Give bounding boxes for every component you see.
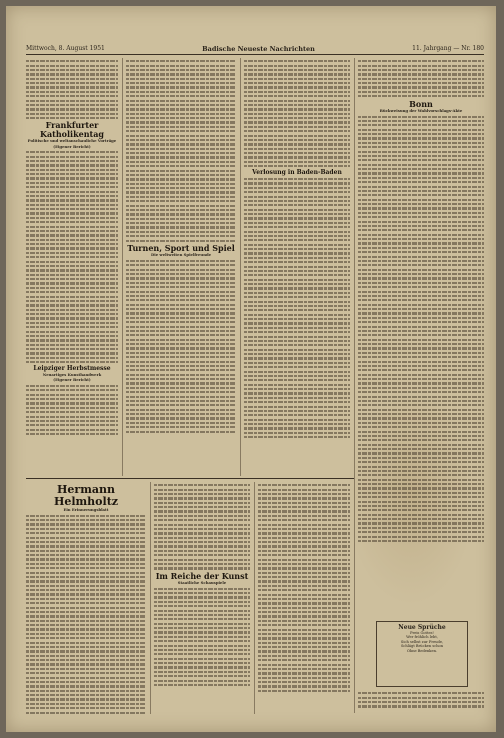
header-issue: 11. Jahrgang — Nr. 180	[412, 45, 484, 52]
poem-line: Preis Gottes!	[410, 631, 434, 635]
article-subhead: Neuartiges Kunsthandwerk	[42, 371, 102, 377]
poem-title: Neue Sprüche	[398, 624, 446, 631]
poem-box	[376, 621, 468, 687]
article-subhead: Politische und weltanschauliche Vorträge	[27, 138, 117, 144]
newspaper-title: Badische Neueste Nachrichten	[202, 45, 315, 53]
article-headline: Im Reiche der Kunst	[155, 570, 249, 581]
column-3	[244, 58, 350, 476]
article-headline: Hermann Helmholtz	[53, 483, 119, 508]
article-headline: Turnen, Sport und Spiel	[127, 242, 235, 253]
column-7	[258, 482, 350, 714]
article-headline: Verlosung in Baden-Baden	[252, 168, 342, 176]
article-subhead: Ein Erinnerungsblatt	[63, 507, 109, 513]
poem-line: Sich selbst zur Freude,	[400, 639, 444, 644]
article-subhead: Staatliche Schauspiele	[177, 580, 227, 586]
poem-line: Schlägt Brücken schon	[400, 644, 444, 649]
column-1	[26, 58, 118, 476]
column-6	[154, 482, 250, 714]
article-byline: (Eigener Bericht)	[53, 143, 91, 149]
article-headline: Leipziger Herbstmesse	[33, 364, 111, 372]
article-byline: (Eigener Bericht)	[53, 377, 91, 383]
page-header	[26, 44, 484, 55]
article-subhead: Rückweisung der Wahlvorschlags-Akte	[379, 107, 463, 113]
column-2	[126, 58, 236, 476]
header-date: Mittwoch, 8. August 1951	[26, 45, 105, 52]
article-subhead: Die weltweiten Spielfreunde	[150, 252, 212, 258]
newspaper-page	[6, 6, 496, 732]
poem-line: Wer fröhlich lebt,	[406, 635, 438, 640]
column-4-footer	[358, 690, 484, 714]
column-5	[26, 482, 146, 714]
article-headline: Frankfurter Katholikentag	[40, 120, 104, 139]
article-headline: Bonn	[409, 98, 433, 109]
column-4	[358, 58, 484, 618]
poem-line: Ohne Bedenken.	[406, 648, 438, 653]
